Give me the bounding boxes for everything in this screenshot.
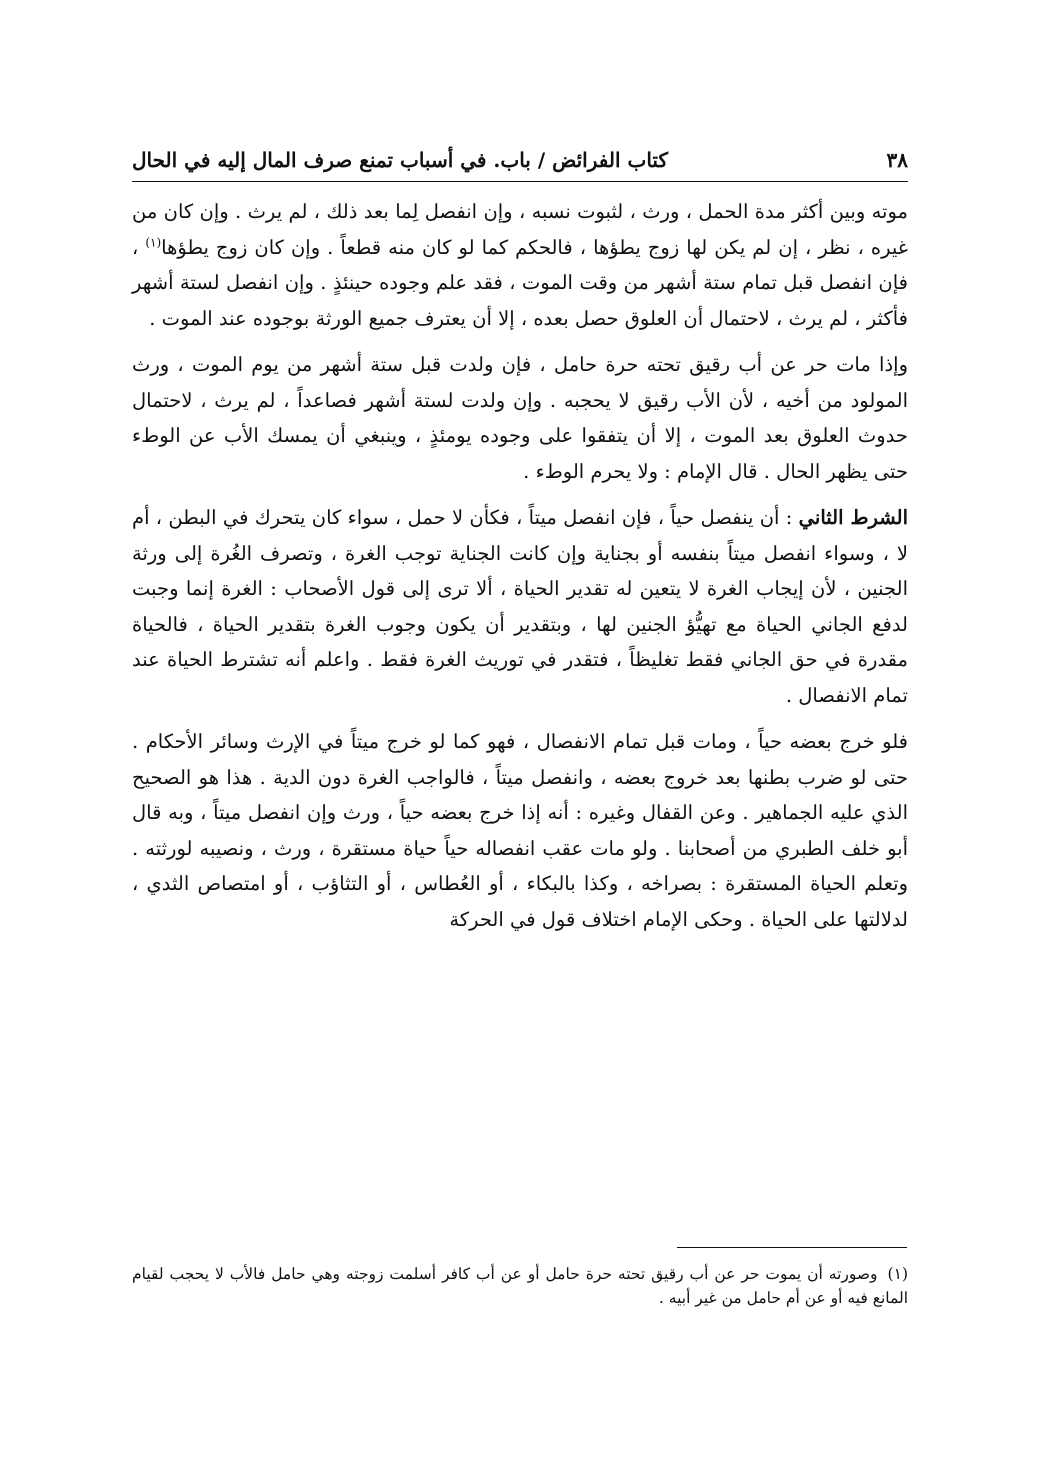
paragraph-1 (132, 194, 908, 336)
paragraph-3-heading: الشرط الثاني (798, 506, 908, 529)
paragraph-3 (132, 500, 908, 713)
paragraph-4 (132, 724, 908, 937)
body-text (132, 194, 908, 948)
paragraph-1-text: موته وبين أكثر مدة الحمل ، ورث ، لثبوت نسبه ، وإن انفصل لِما بعد ذلك ، لم يرث . وإن كان من غيره ، نظر ، إن لم يكن لها زوج يطؤها ، فالحكم كما لو كان منه قطعاً . وإن كان زوج يطؤها (132, 200, 908, 259)
paragraph-2 (132, 347, 908, 489)
paragraph-1-rest: ، فإن انفصل قبل تمام ستة أشهر من وقت الموت ، فقد علم وجوده حينئذٍ . وإن انفصل لستة أشهر فأكثر ، لم يرث ، لاحتمال أن العلوق حصل بعده ، إلا أن يعترف جميع الورثة بوجوده عند الموت . (132, 235, 908, 330)
running-header (132, 142, 908, 172)
footnote (132, 1262, 908, 1310)
footnote-text: وصورته أن يموت حر عن أب رقيق تحته حرة حامل أو عن أب كافر أسلمت زوجته وهي حامل فالأب لا يحجب لقيام المانع فيه أو عن أم حامل من غير أبيه . (132, 1265, 908, 1307)
header-rule (132, 181, 908, 182)
paragraph-4-text: فلو خرج بعضه حياً ، ومات قبل تمام الانفصال ، فهو كما لو خرج ميتاً في الإرث وسائر الأحكام . حتى لو ضرب بطنها بعد خروج بعضه ، وانفصل ميتاً ، فالواجب الغرة دون الدية . هذا هو الصحيح الذي عليه الجماهير . وعن القفال وغيره : أنه إذا خرج بعضه حياً ، ورث وإن انفصل ميتاً ، وبه قال أبو خلف الطبري من أصحابنا . ولو مات عقب انفصاله حياً حياة مستقرة ، ورث ، ونصيبه لورثته . وتعلم الحياة المستقرة : بصراخه ، وكذا بالبكاء ، أو العُطاس ، أو التثاؤب ، أو امتصاص الثدي ، لدلالتها على الحياة . وحكى الإمام اختلاف قول في الحركة (132, 730, 908, 931)
paragraph-2-text: وإذا مات حر عن أب رقيق تحته حرة حامل ، فإن ولدت قبل ستة أشهر من يوم الموت ، ورث المولود من أخيه ، لأن الأب رقيق لا يحجبه . وإن ولدت لستة أشهر فصاعداً ، لم يرث ، لاحتمال حدوث العلوق بعد الموت ، إلا أن يتفقوا على وجوده يومئذٍ ، وينبغي أن يمسك الأب عن الوطء حتى يظهر الحال . قال الإمام : ولا يحرم الوطء . (132, 353, 908, 483)
running-title: كتاب الفرائض / باب. في أسباب تمنع صرف المال إليه في الحال (132, 148, 668, 172)
paragraph-3-text: : أن ينفصل حياً ، فإن انفصل ميتاً ، فكأن لا حمل ، سواء كان يتحرك في البطن ، أم لا ، وسواء انفصل ميتاً بنفسه أو بجناية وإن كانت الجناية توجب الغرة ، وتصرف الغُرة إلى ورثة الجنين ، لأن إيجاب الغرة لا يتعين له تقدير الحياة ، ألا ترى إلى قول الأصحاب : الغرة إنما وجبت لدفع الجاني الحياة مع تهيُّؤ الجنين لها ، وبتقدير أن يكون وجوب الغرة بتقدير الحياة ، فالحياة مقدرة في حق الجاني فقط تغليظاً ، فتقدر في توريث الغرة فقط . واعلم أنه تشترط الحياة عند تمام الانفصال . (132, 506, 908, 707)
page-number: ٣٨ (886, 148, 908, 172)
footnote-rule (677, 1247, 907, 1248)
footnote-marker: (١) (145, 235, 162, 249)
footnote-number: (١) (887, 1265, 908, 1283)
